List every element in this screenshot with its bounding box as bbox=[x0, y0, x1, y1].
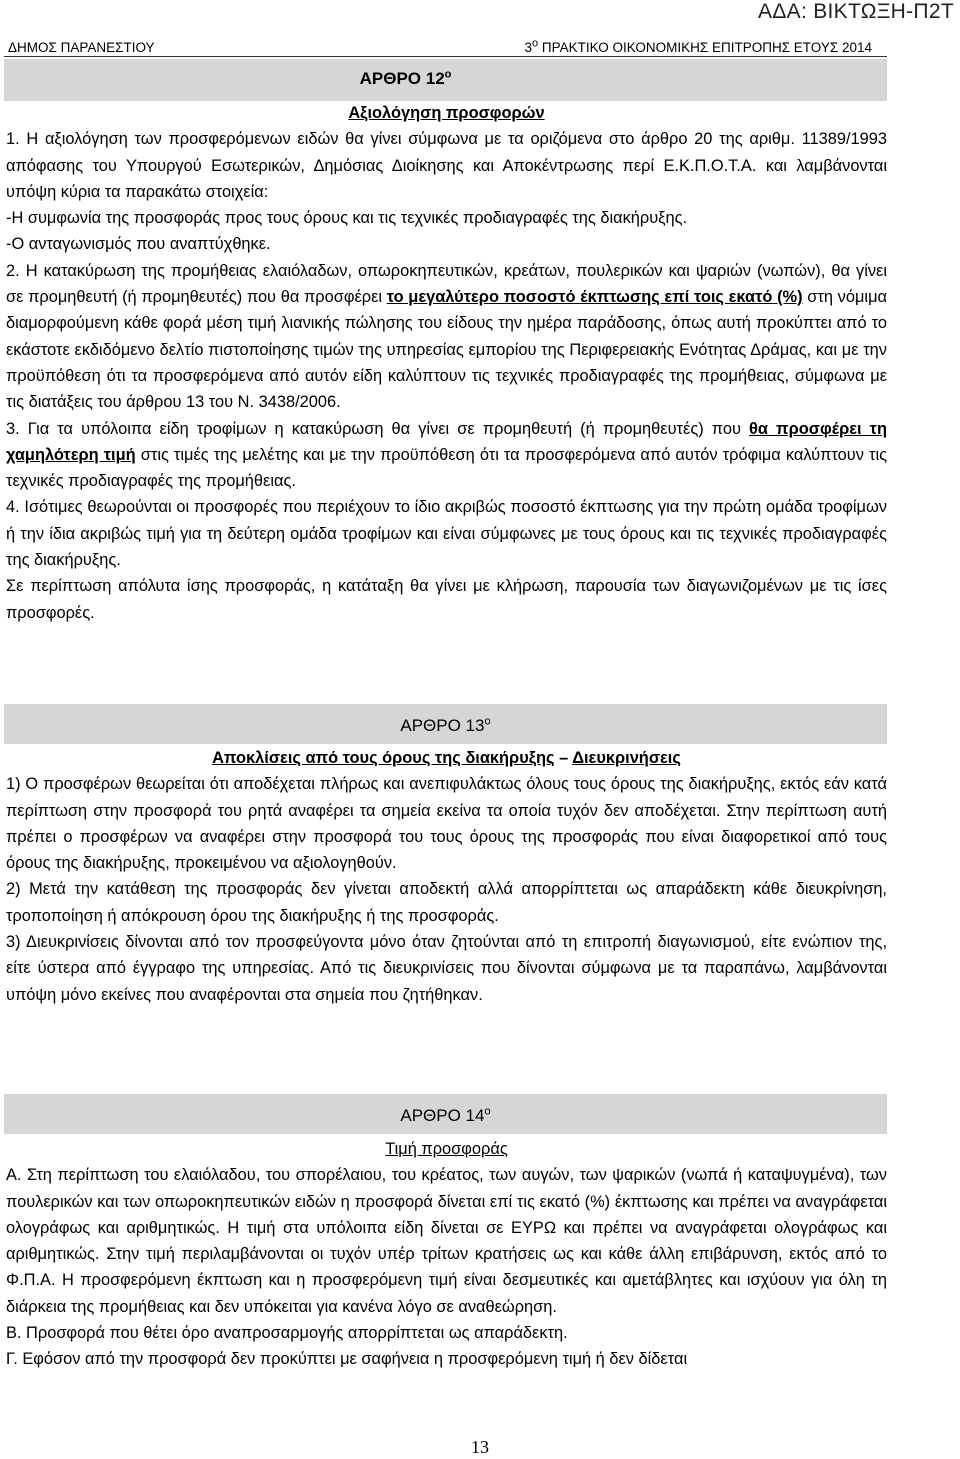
article-12-par-1: 1. Η αξιολόγηση των προσφερόμενων ειδών θα γίνει σύμφωνα με τα οριζόμενα στο άρθρο 20 της αριθμ. 11389/1993 απόφασης του Υπουργού Εσωτερικών, Δημόσιας Διοίκησης και Αποκέντρωσης περί Ε.Κ.Π.Ο.Τ.Α. και λαμβάνονται υπόψη κύρια τα παρακάτω στοιχεία: bbox=[6, 130, 887, 201]
article-14-par-a: Α. Στη περίπτωση του ελαιόλαδου, του σπορέλαιου, του κρέατος, των αυγών, των ψαρικών (νωπά ή καταψυγμένα), των πουλερικών και των οπωροκηπευτικών ειδών η προσφορά δίνεται επί τις εκατό (%) έκπτωσης και πρέπει να αναγράφεται ολογράφως και αριθμητικώς. Η τιμή στα υπόλοιπα είδη δίνεται σε ΕΥΡΩ και πρέπει να αναγράφεται ολογράφως και αριθμητικώς. Στην τιμή περιλαμβάνονται οι τυχόν υπέρ τρίτων κρατήσεις ως και κάθε άλλη επιβάρυνση, εκτός από το Φ.Π.Α. Η προσφερόμενη έκπτωση και η προσφερόμενη τιμή είναι δεσμευτικές και αμετάβλητες και ισχύουν για όλη τη διάρκεια της προμήθειας και δεν υπόκειται για κανένα λόγο σε αναθεώρηση. bbox=[6, 1166, 887, 1316]
article-13-heading: ΑΡΘΡΟ $13^o$ bbox=[400, 715, 491, 735]
header-minutes-number: 3 bbox=[524, 40, 533, 55]
article-12-par-5: 3. Για τα υπόλοιπα είδη τροφίμων η κατακύρωση θα γίνει σε προμηθευτή (ή προμηθευτές) που θα προσφέρει τη χαμηλότερη τιμή στις τιμές της μελέτης και με την προϋπόθεση ότι τα προσφερόμενα από αυτόν τρόφιμα καλύπτουν τις τεχνικές προδιαγραφές της προμήθειας. bbox=[6, 419, 887, 491]
page-number: 13 bbox=[471, 1437, 489, 1457]
article-12-band bbox=[4, 59, 887, 101]
largest-discount-emphasis: το μεγαλύτερο ποσοστό έκπτωσης επί τοις εκατό (%) bbox=[386, 288, 803, 307]
article-12-par-6: 4. Ισότιμες θεωρούνται οι προσφορές που περιέχουν το ίδιο ακριβώς ποσοστό έκπτωσης για την πρώτη ομάδα τροφίμων ή την ίδια ακριβώς τιμή για τη δεύτερη ομάδα τροφίμων και είναι σύμφωνες με τους όρους και τις τεχνικές προδιαγραφές της διακήρυξης. bbox=[6, 498, 887, 570]
article-12-body bbox=[6, 100, 887, 626]
article-14-heading: ΑΡΘΡΟ $14^o$ bbox=[400, 1105, 491, 1125]
header-minutes-rest: ΠΡΑΚΤΙΚΟ ΟΙΚΟΝΟΜΙΚΗΣ ΕΠΙΤΡΟΠΗΣ ΕΤΟΥΣ 2014 bbox=[538, 40, 872, 55]
header-municipality: ΔΗΜΟΣ ΠΑΡΑΝΕΣΤΙΟΥ bbox=[8, 40, 155, 55]
article-14-title: Τιμή προσφοράς bbox=[385, 1140, 508, 1158]
header-rule bbox=[4, 56, 887, 57]
article-13-band bbox=[4, 704, 887, 744]
article-13-par-3: 3) Διευκρινίσεις δίνονται από τον προσφεύγοντα μόνο όταν ζητούνται από τη επιτροπή διαγωνισμού, είτε ενώπιον της, είτε ύστερα από έγγραφο της υπηρεσίας. Από τις διευκρινίσεις που δίνονται σύμφωνα με τα παραπάνω, λαμβάνονται υπόψη μόνο εκείνες που αναφέρονται στα σημεία που ζητήθηκαν. bbox=[6, 933, 887, 1004]
article-13-body bbox=[6, 745, 887, 1008]
article-12-par-2: -Η συμφωνία της προσφοράς προς τους όρους και τις τεχνικές προδιαγραφές της διακήρυξης. bbox=[6, 209, 688, 228]
article-14-par-c: Γ. Εφόσον από την προσφορά δεν προκύπτει με σαφήνεια η προσφερόμενη τιμή ή δεν δίδεται bbox=[6, 1350, 688, 1369]
article-14-par-b: Β. Προσφορά που θέτει όρο αναπροσαρμογής απορρίπτεται ως απαράδεκτη. bbox=[6, 1324, 568, 1343]
article-13-par-1: 1) Ο προσφέρων θεωρείται ότι αποδέχεται πλήρως και ανεπιφυλάκτως όλους τους όρους της διακήρυξης, εκτός εάν κατά περίπτωση στην προσφορά του ρητά αναφέρει τα σημεία εκείνα τα οποία τυχόν δεν αποδέχεται. Στην περίπτωση αυτή πρέπει ο προσφέρων να αναφέρει στην προσφορά του τους όρους της προσφοράς που είναι διαφορετικοί από τους όρους της διακήρυξης, προκειμένου να αξιολογηθούν. bbox=[6, 775, 887, 873]
article-12-par-3: -Ο ανταγωνισμός που αναπτύχθηκε. bbox=[6, 235, 271, 254]
article-14-body bbox=[6, 1136, 887, 1373]
header-minutes-sup: ο bbox=[532, 37, 539, 50]
article-12-heading: ΑΡΘΡΟ $12^o$ bbox=[359, 68, 452, 88]
article-12-par-7: Σε περίπτωση απόλυτα ίσης προσφοράς, η κατάταξη θα γίνει με κλήρωση, παρουσία των διαγωνιζομένων με τις ίσες προσφορές. bbox=[6, 577, 887, 622]
article-13-par-2: 2) Μετά την κατάθεση της προσφοράς δεν γίνεται αποδεκτή αλλά απορρίπτεται ως απαράδεκτη κάθε διευκρίνηση, τροποποίηση ή απόκρουση όρου της διακήρυξης ή της προσφοράς. bbox=[6, 880, 887, 925]
article-13-title: Αποκλίσεις από τους όρους της διακήρυξης – Διευκρινήσεις bbox=[212, 749, 681, 767]
lowest-price-emphasis: θα προσφέρει τη χαμηλότερη τιμή bbox=[6, 419, 887, 464]
ada-code: ΑΔΑ: ΒΙΚΤΩΞΗ-Π2Τ bbox=[758, 0, 954, 23]
article-14-band bbox=[4, 1094, 887, 1134]
article-12-title: Αξιολόγηση προσφορών bbox=[348, 104, 545, 122]
article-12-par-4: 2. Η κατακύρωση της προμήθειας ελαιόλαδων, οπωροκηπευτικών, κρεάτων, πουλερικών και ψαριών (νωπών), θα γίνει σε προμηθευτή (ή προμηθευτές) που θα προσφέρει το μεγαλύτερο ποσοστό έκπτωσης επί τοις εκατό (%) στη νόμιμα διαμορφούμενη κάθε φορά μέση τιμή λιανικής πώλησης του είδους την ημέρα παράδοσης, όπως αυτή προκύπτει από το εκάστοτε εκδιδόμενο δελτίο πιστοποίησης τιμών της υπηρεσίας εμπορίου της Περιφερειακής Ενότητας Δράμας, και με την προϋπόθεση ότι τα προσφερόμενα από αυτόν είδη καλύπτουν τις τεχνικές προδιαγραφές της προμήθειας, σύμφωνα με τις διατάξεις του άρθρου 13 του Ν. 3438/2006. bbox=[6, 261, 887, 412]
header-minutes-title bbox=[524, 37, 872, 55]
